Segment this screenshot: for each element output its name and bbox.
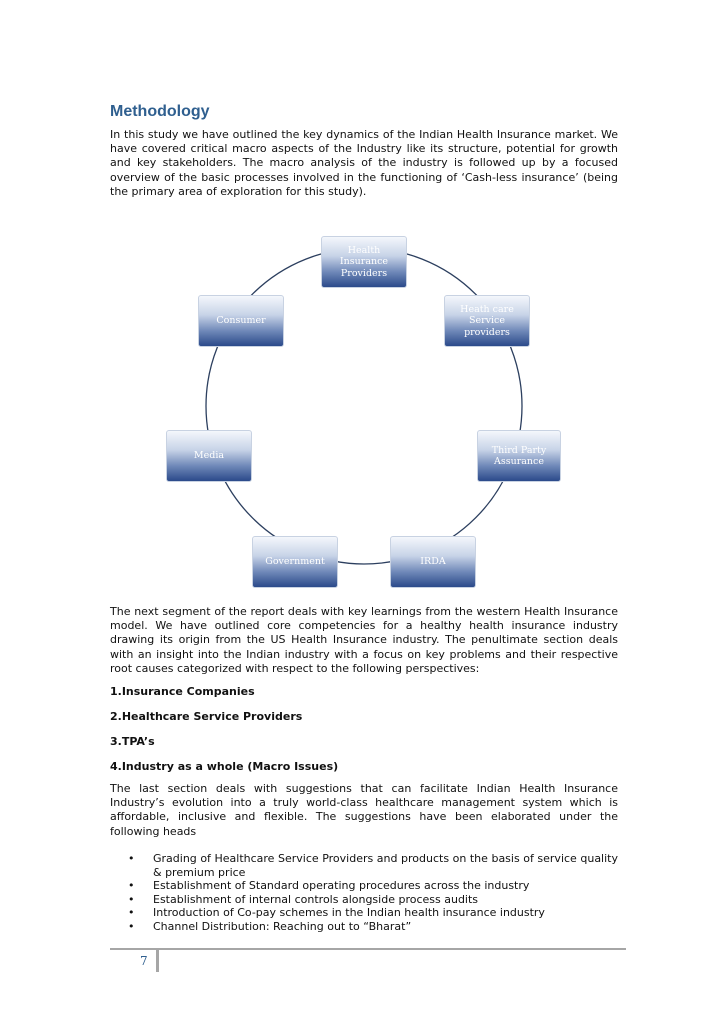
node-healthcare-service-providers: Heath care Service providers [444, 295, 530, 347]
intro-paragraph: In this study we have outlined the key dynamics of the Indian Health Insurance market. We have covered critical macro aspects of the Industry like its structure, potential for growth and key stakeholders. The macro analysis of the industry is followed up by a focused overview of the basic processes involved in the functioning of ‘Cash-less insurance’ (being the primary area of exploration for this study). [110, 128, 618, 198]
node-irda: IRDA [390, 536, 476, 588]
perspective-tpas: 3.TPA’s [110, 735, 155, 748]
perspective-industry-macro: 4.Industry as a whole (Macro Issues) [110, 760, 339, 773]
list-item: • Establishment of internal controls alongside process audits [110, 893, 618, 907]
footer-page-marker [156, 950, 159, 972]
paragraph-suggestions: The last section deals with suggestions that can facilitate Indian Health Insurance Industry’s evolution into a truly world-class healthcare management system which is affordable, inclusive and flexible. The suggestions have been elaborated under the following heads [110, 782, 618, 838]
node-third-party-assurance: Third Party Assurance [477, 430, 561, 482]
perspective-insurance-companies: 1.Insurance Companies [110, 685, 255, 698]
perspective-healthcare-service-providers: 2.Healthcare Service Providers [110, 710, 303, 723]
node-health-insurance-providers: Health Insurance Providers [321, 236, 407, 288]
footer-divider [110, 948, 626, 950]
list-item: • Grading of Healthcare Service Providers and products on the basis of service quality & premium price [110, 852, 618, 879]
list-item: • Introduction of Co-pay schemes in the Indian health insurance industry [110, 906, 618, 920]
node-media: Media [166, 430, 252, 482]
node-government: Government [252, 536, 338, 588]
suggestion-list [110, 852, 618, 933]
paragraph-key-learnings: The next segment of the report deals with key learnings from the western Health Insurance model. We have outlined core competencies for a healthy health insurance industry drawing its origin from the US Health Insurance industry. The penultimate section deals with an insight into the Indian industry with a focus on key problems and their respective root causes categorized with respect to the following perspectives: [110, 605, 618, 675]
section-heading: Methodology [110, 103, 210, 120]
page-number: 7 [140, 954, 148, 968]
list-item: • Channel Distribution: Reaching out to “Bharat” [110, 920, 618, 934]
node-consumer: Consumer [198, 295, 284, 347]
list-item: • Establishment of Standard operating procedures across the industry [110, 879, 618, 893]
